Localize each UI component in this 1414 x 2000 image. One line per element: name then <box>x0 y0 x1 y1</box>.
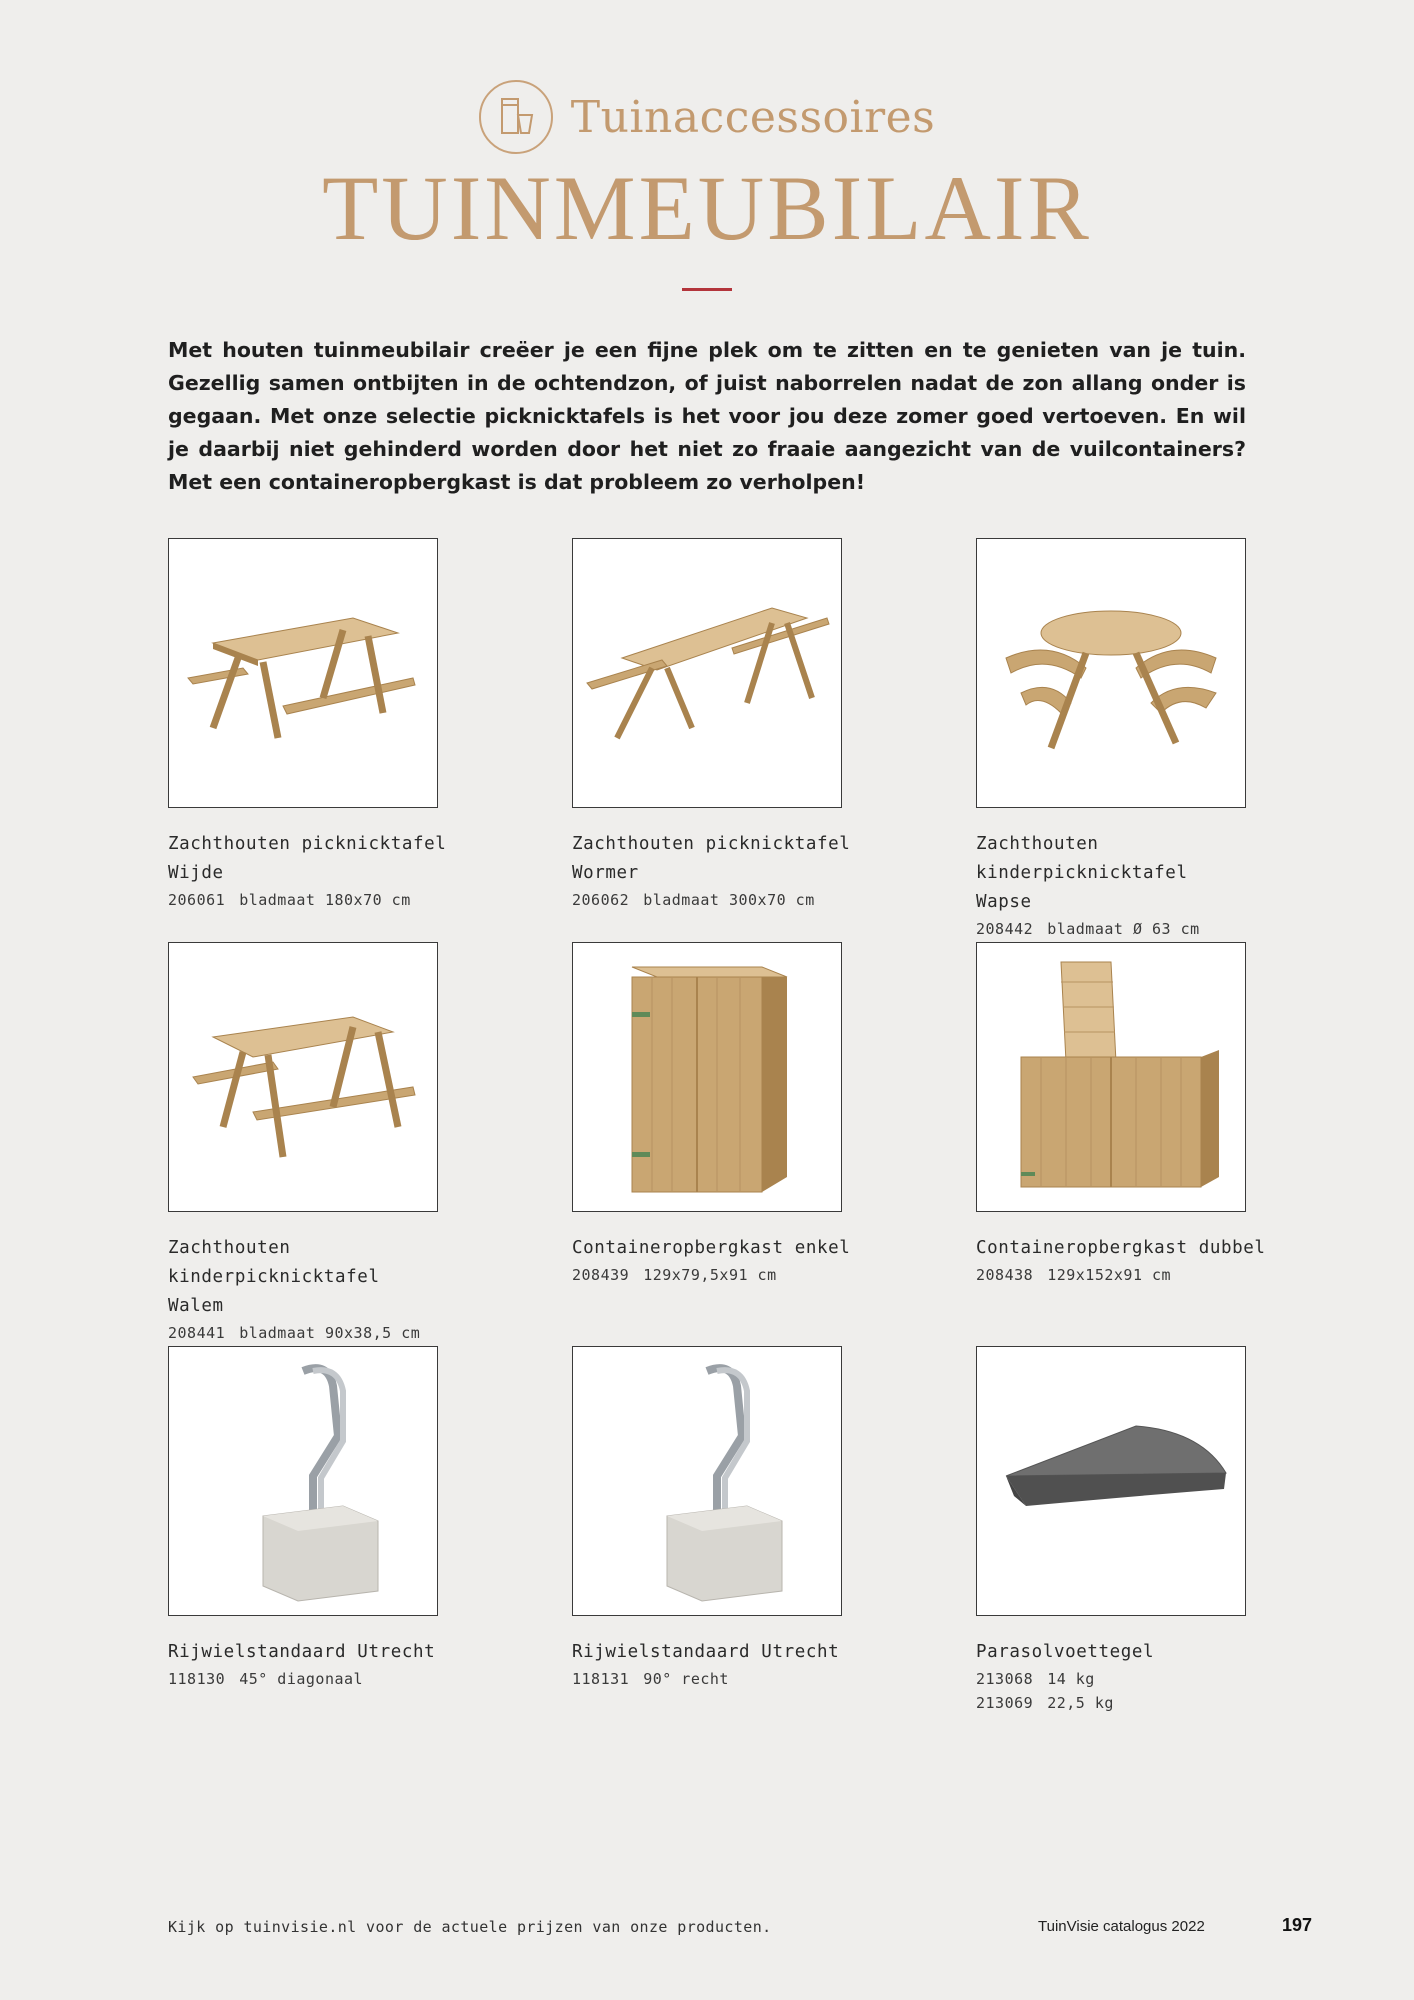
product-card <box>976 1346 1306 1715</box>
product-name-line: Rijwielstandaard Utrecht <box>572 1642 840 1662</box>
product-name <box>976 830 1306 917</box>
product-card <box>168 538 498 912</box>
product-dimension: bladmaat 180x70 cm <box>239 891 411 909</box>
footer-note: Kijk op tuinvisie.nl voor de actuele prijzen van onze producten. <box>168 1918 772 1936</box>
product-code: 208438 <box>976 1266 1034 1284</box>
product-dimension: 14 kg <box>1047 1670 1095 1688</box>
product-code: 213069 <box>976 1694 1034 1712</box>
long-picnic-table-icon <box>582 588 832 758</box>
product-dimension: bladmaat Ø 63 cm <box>1047 920 1200 938</box>
product-name-line: Containeropbergkast enkel <box>572 1238 851 1258</box>
product-dimension: 129x79,5x91 cm <box>643 1266 777 1284</box>
product-name <box>168 1234 498 1321</box>
product-name <box>572 1234 902 1263</box>
product-card <box>168 942 498 1345</box>
product-spec <box>976 917 1306 941</box>
product-name-line: Wapse <box>976 892 1032 912</box>
product-name-line: Wormer <box>572 863 639 883</box>
product-spec <box>168 1667 498 1691</box>
product-card <box>976 942 1306 1287</box>
product-code: 118130 <box>168 1670 226 1688</box>
product-card <box>572 1346 902 1691</box>
product-spec <box>976 1691 1306 1715</box>
product-name-line: Containeropbergkast dubbel <box>976 1238 1266 1258</box>
product-code: 206061 <box>168 891 226 909</box>
single-container-cabinet-icon <box>612 952 802 1202</box>
category-label: Tuinaccessoires <box>570 91 936 143</box>
product-code: 118131 <box>572 1670 630 1688</box>
product-dimension: 129x152x91 cm <box>1047 1266 1172 1284</box>
product-spec <box>976 1263 1306 1287</box>
product-card <box>168 1346 498 1691</box>
product-code: 208441 <box>168 1324 226 1342</box>
footer-catalog-label: TuinVisie catalogus 2022 <box>1038 1918 1205 1935</box>
product-image <box>976 1346 1246 1616</box>
product-dimension: 22,5 kg <box>1047 1694 1114 1712</box>
product-dimension: bladmaat 90x38,5 cm <box>239 1324 421 1342</box>
bin-and-cup-icon <box>479 80 553 154</box>
parasol-base-tile-icon <box>986 1401 1236 1561</box>
product-name-line: Zachthouten picknicktafel <box>572 834 851 854</box>
bike-stand-icon <box>607 1356 807 1606</box>
product-card <box>572 538 902 912</box>
product-name <box>572 1638 902 1667</box>
product-name <box>572 830 902 888</box>
page-title: TUINMEUBILAIR <box>322 157 1092 259</box>
product-name-line: Parasolvoettegel <box>976 1642 1155 1662</box>
product-spec <box>572 1263 902 1287</box>
intro-paragraph: Met houten tuinmeubilair creëer je een fijne plek om te zitten en te genieten van je tuin. Gezellig samen ontbijten in de ochtendzon, of juist naborrelen nadat de zon allang onder is gegaan. Met onze selectie picknicktafels is het voor jou deze zomer goed vertoeven. En wil je daarbij niet gehinderd worden door het niet zo fraaie aangezicht van de vuilcontainers? Met een containeropbergkast is dat probleem zo verholpen! <box>168 338 1246 494</box>
product-spec <box>168 888 498 912</box>
product-card <box>976 538 1306 941</box>
category-row <box>0 80 1414 154</box>
product-card <box>572 942 902 1287</box>
product-name-line: Walem <box>168 1296 224 1316</box>
product-code: 208439 <box>572 1266 630 1284</box>
product-image <box>976 538 1246 808</box>
round-picnic-table-icon <box>991 583 1231 763</box>
product-image <box>168 1346 438 1616</box>
product-name-line: Zachthouten kinderpicknicktafel <box>976 834 1188 883</box>
title-divider <box>682 288 732 291</box>
double-container-cabinet-icon <box>991 952 1231 1202</box>
bike-stand-icon <box>203 1356 403 1606</box>
product-name <box>168 1638 498 1667</box>
page-header <box>0 80 1414 291</box>
product-code: 208442 <box>976 920 1034 938</box>
product-image <box>168 942 438 1212</box>
product-name-line: Zachthouten picknicktafel <box>168 834 447 854</box>
product-dimension: 45° diagonaal <box>239 1670 364 1688</box>
product-dimension: 90° recht <box>643 1670 729 1688</box>
product-dimension: bladmaat 300x70 cm <box>643 891 815 909</box>
page-number: 197 <box>1282 1915 1313 1935</box>
product-name-line: Wijde <box>168 863 224 883</box>
product-name-line: Zachthouten kinderpicknicktafel <box>168 1238 380 1287</box>
product-spec <box>976 1667 1306 1691</box>
product-name <box>976 1234 1306 1263</box>
product-code: 213068 <box>976 1670 1034 1688</box>
product-image <box>572 538 842 808</box>
product-spec <box>572 888 902 912</box>
product-image <box>168 538 438 808</box>
product-image <box>976 942 1246 1212</box>
product-spec <box>168 1321 498 1345</box>
kids-picnic-table-icon <box>183 987 423 1167</box>
product-image <box>572 1346 842 1616</box>
product-name <box>976 1638 1306 1667</box>
product-name-line: Rijwielstandaard Utrecht <box>168 1642 436 1662</box>
picnic-table-icon <box>183 588 423 758</box>
product-spec <box>572 1667 902 1691</box>
product-name <box>168 830 498 888</box>
product-code: 206062 <box>572 891 630 909</box>
product-image <box>572 942 842 1212</box>
